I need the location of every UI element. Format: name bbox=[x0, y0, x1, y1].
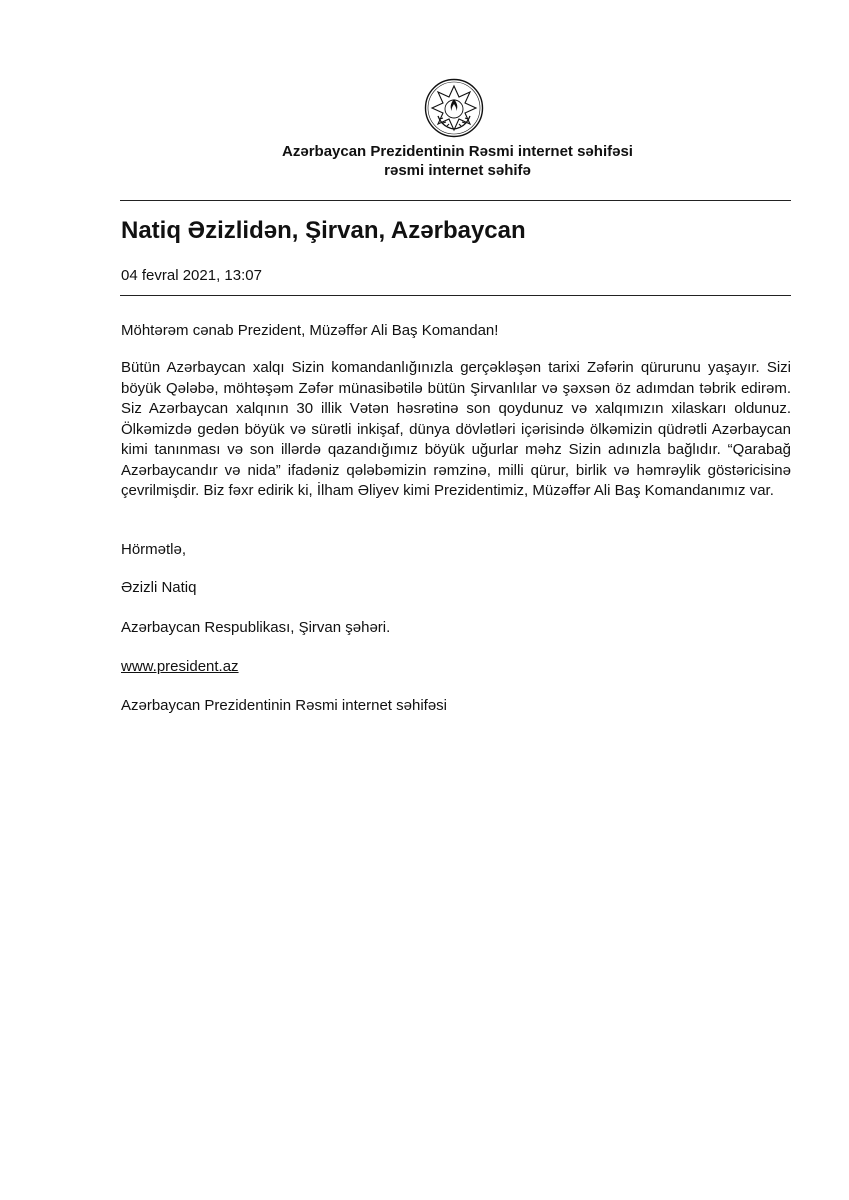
state-emblem-icon bbox=[424, 78, 484, 138]
site-title: Azərbaycan Prezidentinin Rəsmi internet səhifəsi bbox=[282, 143, 633, 160]
header-bottom-divider bbox=[120, 295, 791, 296]
letter-salutation: Möhtərəm cənab Prezident, Müzəffər Ali Baş Komandan! bbox=[121, 322, 499, 339]
site-subtitle: rəsmi internet səhifə bbox=[384, 162, 531, 179]
article-headline: Natiq Əzizlidən, Şirvan, Azərbaycan bbox=[121, 217, 526, 244]
letter-location: Azərbaycan Respublikası, Şirvan şəhəri. bbox=[121, 619, 391, 636]
letter-signer: Əzizli Natiq bbox=[121, 579, 197, 596]
letter-body: Bütün Azərbaycan xalqı Sizin komandanlığınızla gerçəkləşən tarixi Zəfərin qürurunu yaşayır. Sizi böyük Qələbə, möhtəşəm Zəfər münasibətilə bütün Şirvanlılar və şəxsən öz adımdan təbrik edirəm. Siz Azərbaycan xalqının 30 illik Vətən həsrətinə son qoydunuz və xalqımızın xilaskarı oldunuz. Ölkəmizdə gedən böyük və sürətli inkişaf, dünya dövlətləri içərisində ölkəmizin qüdrətli Azərbaycan kimi tanınması və son illərdə qazandığımız böyük uğurlar məhz Sizin adınızla bağlıdır. “Qarabağ Azərbaycandır və nida” ifadəniz qələbəmizin rəmzinə, milli qürur, birlik və həmrəylik göstəricisinə çevrilmişdir. Biz fəxr edirik ki, İlham Əliyev kimi Prezidentimiz, Müzəffər Ali Baş Komandanımız var. bbox=[121, 359, 791, 499]
president-site-link[interactable]: www.president.az bbox=[121, 658, 239, 675]
top-divider bbox=[120, 200, 791, 201]
letter-closing: Hörmətlə, bbox=[121, 541, 187, 558]
article-date: 04 fevral 2021, 13:07 bbox=[121, 267, 262, 284]
footer-site-name: Azərbaycan Prezidentinin Rəsmi internet səhifəsi bbox=[121, 697, 447, 714]
